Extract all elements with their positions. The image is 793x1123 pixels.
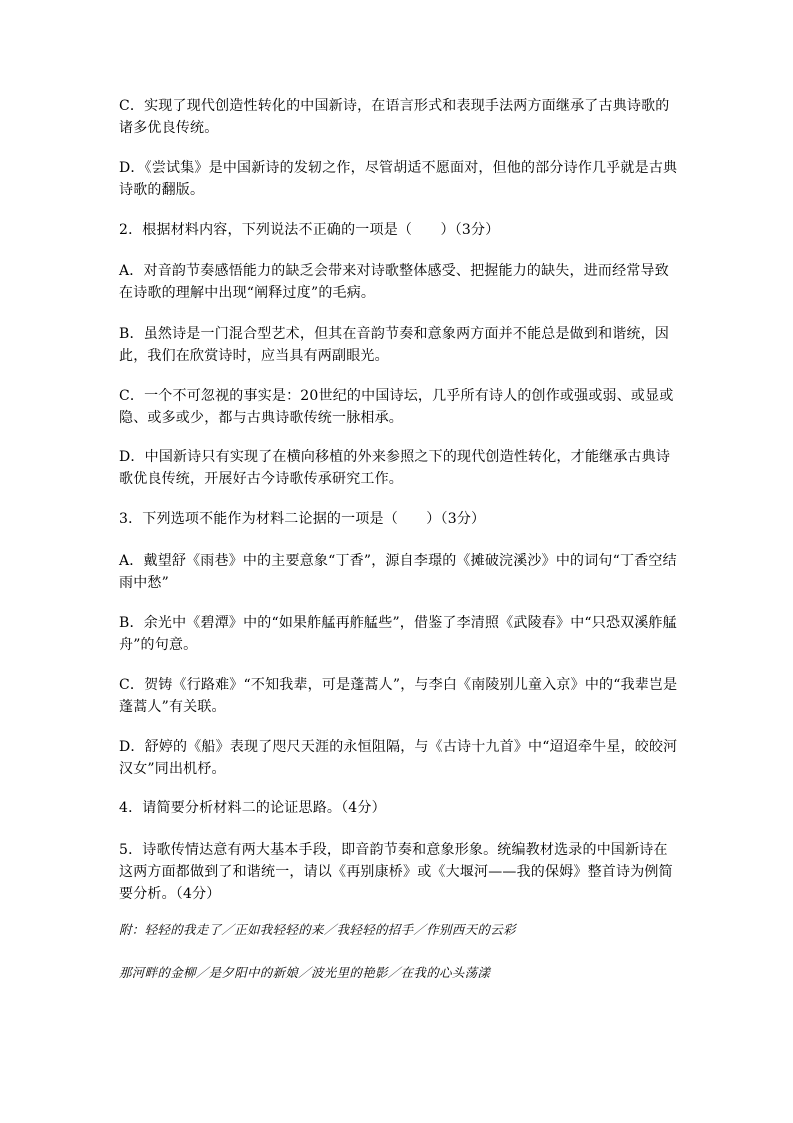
question-3-stem: 3．下列选项不能作为材料二论据的一项是（ ）（3分） bbox=[119, 511, 486, 527]
option-a-q2: A．对音韵节奏感悟能力的缺乏会带来对诗歌整体感受、把握能力的缺失，进而经常导致在诗歌的理解中出现“阐释过度”的毛病。 bbox=[119, 263, 669, 301]
question-4: 4．请简要分析材料二的论证思路。（4分） bbox=[119, 800, 386, 816]
option-d-q1: D．《尝试集》是中国新诗的发轫之作，尽管胡适不愿面对，但他的部分诗作几乎就是古典诗歌的翻版。 bbox=[119, 160, 678, 198]
option-a-q3: A．戴望舒《雨巷》中的主要意象“丁香”，源自李璟的《摊破浣溪沙》中的词句“丁香空结雨中愁” bbox=[119, 553, 677, 591]
option-c-q3: C．贺铸《行路难》“不知我辈，可是蓬蒿人”，与李白《南陵别儿童入京》中的“我辈岂是蓬蒿人”有关联。 bbox=[119, 677, 678, 715]
option-d-q3: D．舒婷的《船》表现了咫尺天涯的永恒阻隔，与《古诗十九首》中“迢迢牵牛星，皎皎河汉女”同出机杼。 bbox=[119, 739, 678, 777]
option-d-q2: D．中国新诗只有实现了在横向移植的外来参照之下的现代创造性转化，才能继承古典诗歌优良传统，开展好古今诗歌传承研究工作。 bbox=[119, 449, 671, 487]
option-b-q2: B．虽然诗是一门混合型艺术，但其在音韵节奏和意象两方面并不能总是做到和谐统，因此，我们在欣赏诗时，应当具有两副眼光。 bbox=[119, 326, 670, 364]
option-c-q1: C．实现了现代创造性转化的中国新诗，在语言形式和表现手法两方面继承了古典诗歌的诸多优良传统。 bbox=[119, 98, 670, 136]
option-c-q2: C．一个不可忽视的事实是：20世纪的中国诗坛，几乎所有诗人的创作或强或弱、或显或隐、或多或少，都与古典诗歌传统一脉相承。 bbox=[119, 388, 674, 426]
appendix-line-2: 那河畔的金柳／是夕阳中的新娘／波光里的艳影／在我的心头荡漾 bbox=[119, 965, 491, 980]
question-5: 5．诗歌传情达意有两大基本手段，即音韵节奏和意象形象。统编教材选录的中国新诗在这两方面都做到了和谐统一，请以《再别康桥》或《大堰河——我的保姆》整首诗为例简要分析。（4分） bbox=[119, 842, 673, 902]
option-b-q3: B．余光中《碧潭》中的“如果舴艋再舴艋些”，借鉴了李清照《武陵春》中“只恐双溪舴艋舟”的句意。 bbox=[119, 615, 677, 653]
question-2-stem: 2．根据材料内容，下列说法不正确的一项是（ ）（3分） bbox=[119, 222, 500, 238]
appendix-line-1: 附：轻轻的我走了／正如我轻轻的来／我轻轻的招手／作别西天的云彩 bbox=[119, 922, 516, 937]
